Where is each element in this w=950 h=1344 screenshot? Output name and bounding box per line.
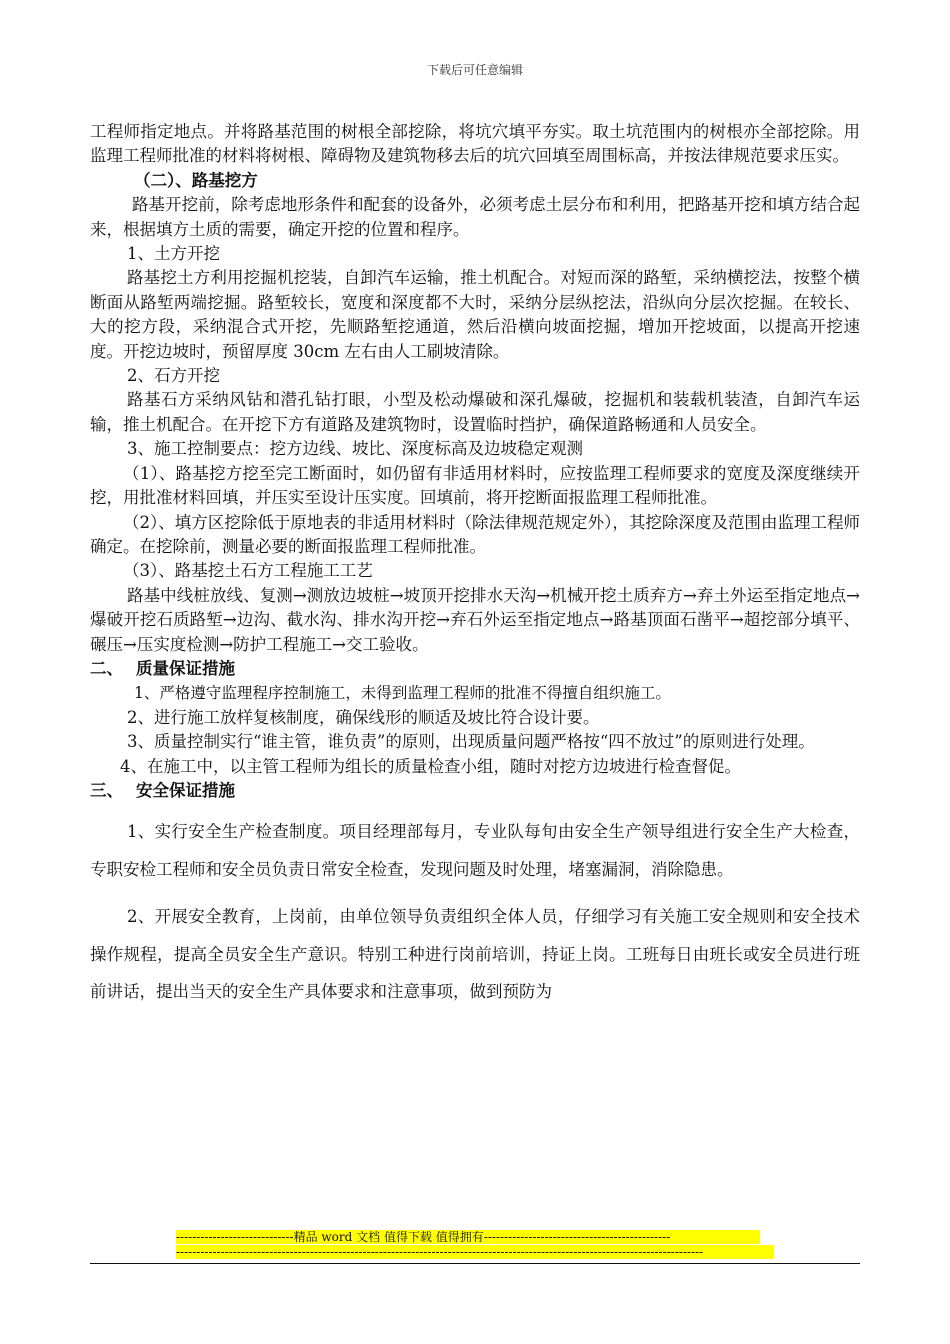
item-rock-excavation: 2、石方开挖 (127, 366, 220, 386)
heading-quality-assurance (90, 657, 860, 681)
subheading-roadbed-excavation: （二）、路基挖方 (134, 170, 258, 190)
paragraph-process-flow: 路基中线桩放线、复测→测放边坡桩→坡顶开挖排水天沟→机械开挖土质弃方→弃土外运至指定地点→爆破开挖石质路堑→边沟、截水沟、排水沟开挖→弃石外运至指定地点→路基顶面石凿平→超挖部分填平、碾压→压实度检测→防护工程施工→交工验收。 (90, 585, 860, 654)
quality-item-3: 3、质量控制实行“谁主管，谁负责”的原则，出现质量问题严格按“四不放过”的原则进行处理。 (127, 732, 815, 752)
safety-item-1: 1、实行安全生产检查制度。项目经理部每月，专业队每旬由安全生产领导组进行安全生产大检查，专职安检工程师和安全员负责日常安全检查，发现问题及时处理，堵塞漏洞，消除隐患。 (90, 822, 860, 879)
heading-title: 质量保证措施 (136, 658, 235, 678)
paragraph-excavation-intro: 路基开挖前，除考虑地形条件和配套的设备外，必须考虑土层分布和利用，把路基开挖和填方结合起来，根据填方土质的需要，确定开挖的位置和程序。 (90, 195, 860, 239)
safety-item-2: 2、开展安全教育，上岗前，由单位领导负责组织全体人员，仔细学习有关施工安全规则和安全技术操作规程，提高全员安全生产意识。特别工种进行岗前培训，持证上岗。工班每日由班长或安全员进行班前讲话，提出当天的安全生产具体要求和注意事项，做到预防为 (90, 907, 860, 1002)
paragraph-roadbed-clearing: 工程师指定地点。并将路基范围的树根全部挖除，将坑穴填平夯实。取土坑范围内的树根亦全部挖除。用监理工程师批准的材料将树根、障碍物及建筑物移去后的坑穴回填至周围标高，并按法律规范要求压实。 (90, 122, 860, 166)
quality-item-2: 2、进行施工放样复核制度，确保线形的顺适及坡比符合设计要。 (127, 707, 600, 727)
heading-title: 安全保证措施 (136, 780, 235, 800)
footer-rule (90, 1263, 860, 1264)
item-earth-excavation: 1、土方开挖 (127, 244, 220, 264)
document-body (90, 120, 860, 1011)
paragraph-rock-excavation: 路基石方采纳风钻和潜孔钻打眼，小型及松动爆破和深孔爆破，挖掘机和装载机装渣，自卸汽车运输，推土机配合。在开挖下方有道路及建筑物时，设置临时挡护，确保道路畅通和人员安全。 (90, 390, 860, 434)
paragraph-control-2: （2）、填方区挖除低于原地表的非适用材料时（除法律规范规定外），其挖除深度及范围由监理工程师确定。在挖除前，测量必要的断面报监理工程师批准。 (90, 512, 860, 556)
heading-number: 二、 (90, 658, 123, 678)
item-control-points: 3、施工控制要点：挖方边线、坡比、深度标高及边坡稳定观测 (127, 439, 583, 459)
heading-number: 三、 (90, 780, 123, 800)
footer-banner-line1: -----------------------------精品 word 文档 值得下载 值得拥有---------------------------------------------- (176, 1230, 760, 1244)
paragraph-control-1: （1）、路基挖方挖至完工断面时，如仍留有非适用材料时，应按监理工程师要求的宽度及深度继续开挖，用批准材料回填，并压实至设计压实度。回填前，将开挖断面报监理工程师批准。 (90, 463, 860, 508)
paragraph-earth-excavation: 路基挖土方利用挖掘机挖装，自卸汽车运输，推土机配合。对短而深的路堑，采纳横挖法，按整个横断面从路堑两端挖掘。路堑较长，宽度和深度都不大时，采纳分层纵挖法，沿纵向分层次挖掘。在较长、大的挖方段，采纳混合式开挖，先顺路堑挖通道，然后沿横向坡面挖掘，增加开挖坡面，以提高开挖速度。开挖边坡时，预留厚度 30cm 左右由人工刷坡清除。 (90, 268, 860, 361)
quality-item-1: 1、严格遵守监理程序控制施工，未得到监理工程师的批准不得擅自组织施工。 (134, 684, 671, 703)
heading-safety-assurance (90, 779, 860, 803)
safety-section (90, 813, 860, 1011)
quality-item-4: 4、在施工中，以主管工程师为组长的质量检查小组，随时对挖方边坡进行检查督促。 (120, 756, 741, 776)
paragraph-control-3: （3）、路基挖土石方工程施工工艺 (123, 561, 373, 581)
page-header: 下载后可任意编辑 (426, 63, 523, 77)
footer-banner-line2: ---------------------------------------------------------------------------------------------------------------------------------- (176, 1245, 774, 1259)
